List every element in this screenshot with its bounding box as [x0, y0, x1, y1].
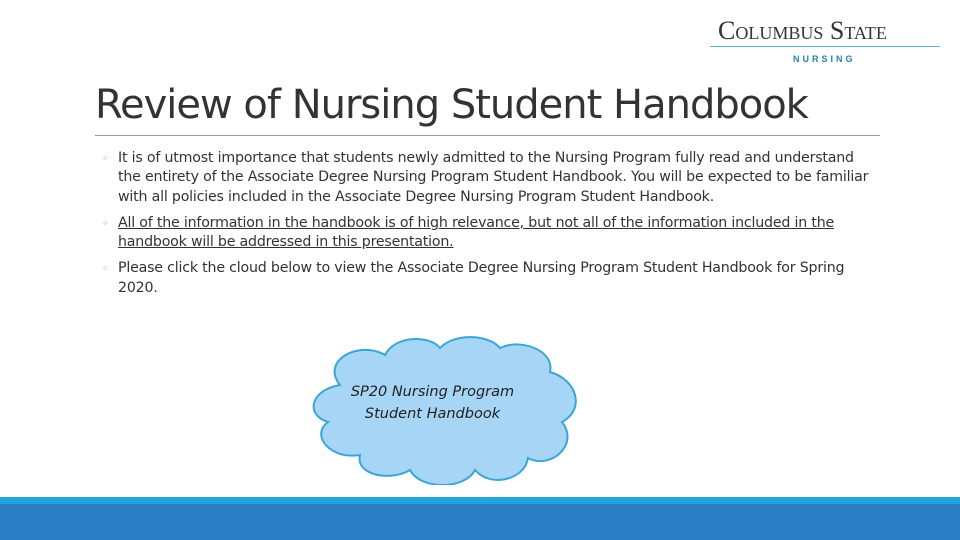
cloud-label-line2: Student Handbook	[364, 406, 501, 422]
bullet-marker-icon: ◦	[102, 262, 109, 276]
logo-divider	[710, 46, 940, 47]
bullet-marker-icon: ◦	[102, 152, 109, 165]
bullet-text: Please click the cloud below to view the Associate Degree Nursing Program Student Handbook for Spring 2020.	[118, 260, 845, 296]
logo-subtitle: NURSING	[793, 54, 856, 64]
cloud-label[interactable]	[320, 381, 545, 425]
bullet-text: It is of utmost importance that students newly admitted to the Nursing Program fully read and understand the entirety of the Associate Degree Nursing Program Student Handbook. You will be expected to be familiar with all policies included in the Associate Degree Nursing Program Student Handbook.	[118, 150, 869, 205]
bullet-item	[102, 259, 877, 298]
footer-accent-band	[0, 497, 960, 504]
bullet-item	[102, 149, 877, 207]
cloud-label-line1: SP20 Nursing Program	[350, 384, 515, 400]
title-divider	[95, 135, 880, 136]
slide-title: Review of Nursing Student Handbook	[95, 82, 808, 128]
bullet-list	[102, 149, 877, 305]
bullet-item	[102, 214, 877, 253]
footer-band	[0, 504, 960, 540]
bullet-text: All of the information in the handbook is of high relevance, but not all of the information included in the handbook will be addressed in this presentation.	[118, 214, 835, 251]
logo-name: Columbus State	[718, 16, 887, 45]
bullet-marker-icon: ◦	[102, 216, 109, 230]
